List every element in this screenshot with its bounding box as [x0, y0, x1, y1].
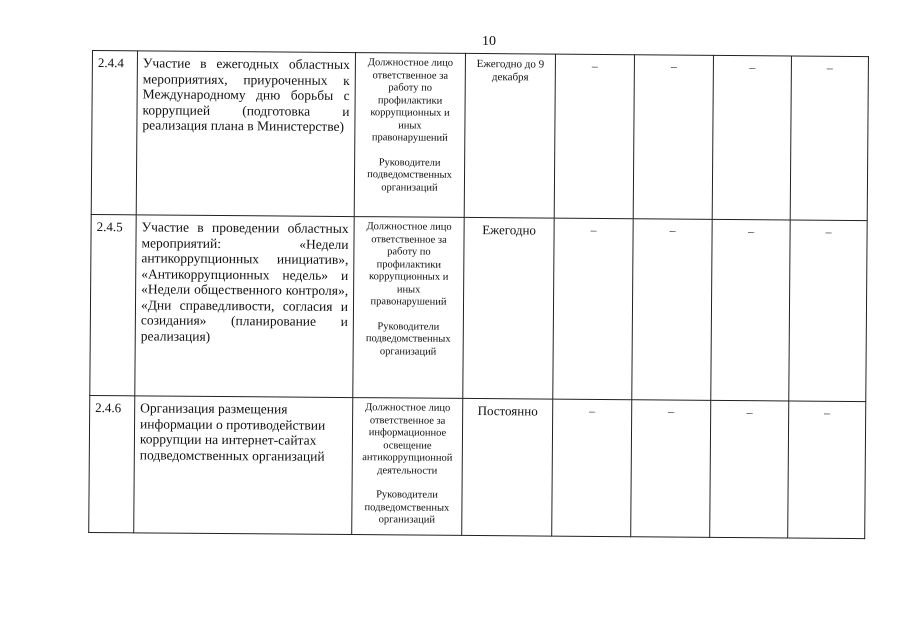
- value-cell: –: [710, 400, 789, 538]
- responsible-primary: Должностное лицо ответственное за работу по профилактики коррупционных и иных правонарушений: [366, 221, 452, 308]
- row-number: 2.4.4: [91, 51, 137, 215]
- row-number: 2.4.5: [90, 214, 136, 395]
- value-cell: –: [789, 220, 867, 402]
- responsible-secondary: Руководители подведомственных организаций: [367, 156, 452, 194]
- responsible-secondary: Руководители подведомственных организаций: [364, 489, 450, 526]
- measure-text: Организация размещения информации о противодействии коррупции на интернет-сайтах подведомственных организаций: [134, 396, 353, 535]
- responsible-cell: [353, 217, 464, 399]
- value-cell: –: [552, 399, 632, 537]
- responsible-secondary: Руководители подведомственных организаций: [365, 320, 451, 358]
- value-cell: –: [633, 55, 713, 220]
- value-cell: –: [790, 56, 868, 221]
- responsible-cell: [354, 53, 465, 218]
- term-cell: Ежегодно до 9 декабря: [464, 53, 555, 218]
- responsible-primary: Должностное лицо ответственное за информационное освещение антикоррупционной деятельности: [362, 402, 453, 477]
- value-cell: –: [631, 400, 711, 538]
- value-cell: –: [788, 401, 866, 539]
- responsible-primary: Должностное лицо ответственное за работу по профилактики коррупционных и иных правонарушений: [367, 57, 454, 144]
- term-cell: Ежегодно: [463, 217, 554, 399]
- table-row: [89, 395, 866, 538]
- value-cell: –: [554, 54, 634, 219]
- page-number: 10: [482, 34, 496, 49]
- responsible-cell: [352, 398, 463, 536]
- measure-text: Участие в проведении областных мероприятий: «Недели антикоррупционных инициатив», «Антикоррупционных недель» и «Недели общественного контроля», «Дни справедливости, согласия и созидания» (планирование и реализация): [135, 215, 354, 398]
- measure-text: Участие в ежегодных областных мероприятиях, приуроченных к Международному дню борьбы с коррупцией (подготовка и реализация плана в Министерстве): [136, 51, 355, 217]
- value-cell: –: [632, 219, 712, 401]
- table-row: [90, 214, 867, 401]
- value-cell: –: [553, 218, 633, 400]
- value-cell: –: [712, 55, 791, 220]
- measures-table: [88, 50, 869, 539]
- row-number: 2.4.6: [89, 395, 135, 532]
- value-cell: –: [711, 219, 790, 401]
- table-row: [91, 51, 868, 221]
- term-cell: Постоянно: [462, 398, 553, 536]
